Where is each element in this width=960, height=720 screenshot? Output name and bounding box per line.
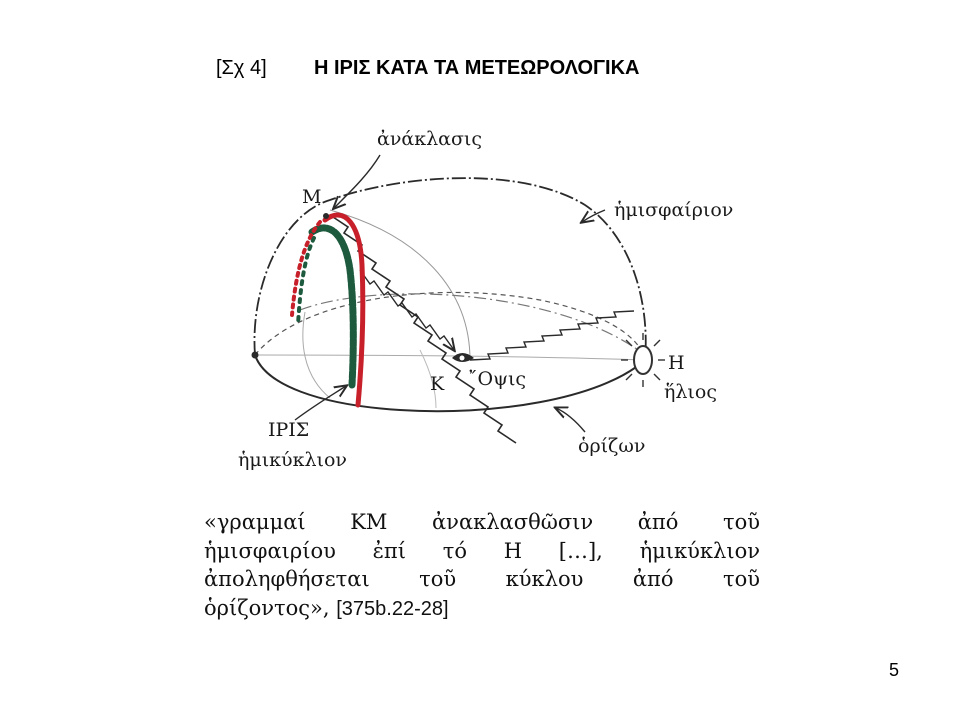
rainbow-outer-dotted-red bbox=[292, 222, 320, 315]
quote-line-4-text: ὁρίζοντος», bbox=[204, 595, 330, 620]
sun-icon bbox=[621, 333, 665, 387]
rainbow-green-band bbox=[312, 228, 353, 385]
label-reflection: ἀνάκλασις bbox=[377, 128, 483, 150]
point-m-marker bbox=[323, 213, 329, 219]
slide-title: Η ΙΡΙΣ ΚΑΤΑ ΤΑ ΜΕΤΕΩΡΟΛΟΓΙΚΑ bbox=[314, 57, 640, 79]
ray-k-to-sun bbox=[470, 311, 634, 360]
label-semicircle: ἡμικύκλιον bbox=[238, 449, 347, 471]
horizon-pointer bbox=[556, 408, 585, 432]
label-point-h: Η bbox=[668, 352, 685, 374]
horizon-back-arc bbox=[255, 292, 645, 360]
quote-line-2: ἡμισφαιρίου ἐπί τό Η […], ἡμικύκλιον bbox=[204, 538, 760, 563]
label-point-k: Κ bbox=[430, 373, 445, 395]
quote-line-1: «γραμμαί ΚΜ ἀνακλασθῶσιν ἀπό τοῦ bbox=[204, 510, 760, 534]
label-horizon: ὁρίζων bbox=[578, 435, 646, 457]
figure-reference: [Σχ 4] bbox=[216, 57, 267, 79]
label-sun: ἥλιος bbox=[664, 381, 717, 403]
page-number: 5 bbox=[889, 660, 900, 680]
reflection-pointer bbox=[334, 155, 380, 208]
hemisphere-pointer bbox=[582, 210, 605, 222]
horizon-left-node bbox=[252, 352, 259, 359]
aristotle-quote bbox=[204, 508, 760, 623]
quote-line-3: ἀποληφθήσεται τοῦ κύκλου ἀπό τοῦ bbox=[204, 567, 760, 591]
meridian-arc-2 bbox=[255, 355, 645, 360]
label-point-m: Μ bbox=[302, 186, 322, 208]
quote-line-4 bbox=[204, 594, 760, 624]
label-hemisphere: ἡμισφαίριον bbox=[614, 199, 734, 221]
quote-citation: [375b.22-28] bbox=[336, 597, 449, 620]
label-iris: ΙΡΙΣ bbox=[268, 419, 310, 441]
label-sight: ῎Οψις bbox=[468, 368, 527, 390]
ray-m-to-k bbox=[360, 270, 454, 350]
